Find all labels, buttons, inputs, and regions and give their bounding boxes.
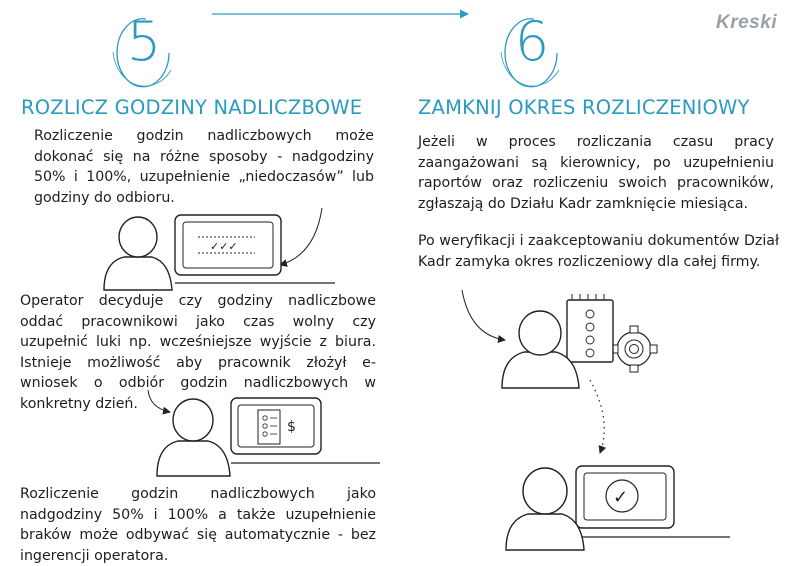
checklist-clipboard-icon [567,294,613,362]
screen-checkmarks: ✓✓✓ [210,240,238,253]
kreski-logo: Kreski [716,12,778,33]
curved-arrow-2 [148,390,170,412]
step-6-number: 6 [514,10,550,73]
check-icon: ✓ [613,487,629,508]
step-6-heading: ZAMKNIJ OKRES ROZLICZENIOWY [418,96,750,119]
curved-arrow-3 [462,290,505,340]
step-6-paragraph-1: Jeżeli w proces rozliczania czasu pracy zaangażowani są kierownicy, po uzupełnieniu raportów oraz rozliczeniu swoich pracowników, zgłaszają do Działu Kadr zamknięcie miesiąca. [418,134,774,212]
curved-arrow-1 [280,208,322,265]
step-6-circle [501,19,559,87]
step-5-paragraph-3: Rozliczenie godzin nadliczbowych jako nadgodziny 50% i 100% a także uzupełnienie braków może odbywać się automatycznie - bez ingerencji operatora. [20,486,376,564]
hr-at-computer [506,466,730,550]
gear-icon [611,326,657,372]
dollar-sign: $ [287,419,296,435]
step-5-paragraph-1: Rozliczenie godzin nadliczbowych może dokonać się na różne sposoby - nadgodziny 50% i 100%, uzupełnienie „niedoczasów” lub godziny do odbioru. [34,128,374,206]
step-5-circle [113,19,171,87]
step-5-heading: ROZLICZ GODZINY NADLICZBOWE [21,96,363,119]
operator-at-computer-2 [157,398,380,476]
step-5-paragraph-2: Operator decyduje czy godziny nadliczbowe oddać pracownikowi jako czas wolny czy uzupełnić luki np. wcześniejsze wyjście z biura. Istnieje możliwość aby pracownik złożył e-wniosek o odbiór godzin nadliczbowych w konkretny dzień. [20,293,376,412]
manager-with-checklist [502,294,657,388]
step-5-number: 5 [126,10,162,73]
step-6-paragraph-2: Po weryfikacji i zaakceptowaniu dokumentów Dział Kadr zamyka okres rozliczeniowy dla całej firmy. [418,233,779,270]
dotted-arrow [590,380,604,453]
